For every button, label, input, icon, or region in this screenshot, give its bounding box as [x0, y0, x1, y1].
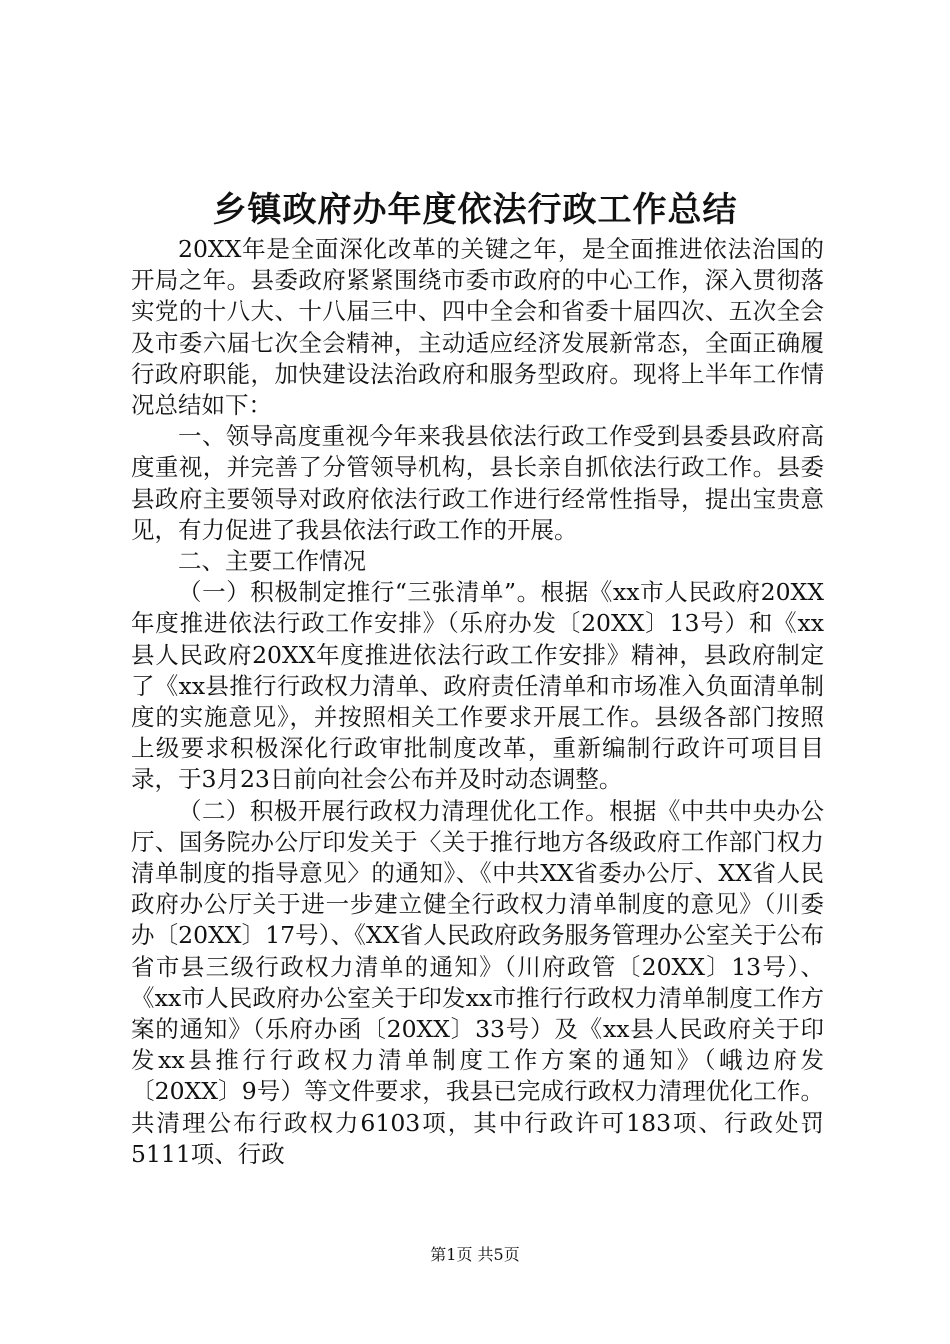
- document-title: 乡镇政府办年度依法行政工作总结: [212, 190, 738, 230]
- paragraph-item-2: （二）积极开展行政权力清理优化工作。根据《中共中央办公厅、国务院办公厅印发关于〈关于推行地方各级政府工作部门权力清单制度的指导意见〉的通知》、《中共XX省委办公厅、XX省人民政府办公厅关于进一步建立健全行政权力清单制度的意见》（川委办〔20XX〕17号）、《XX省人民政府政务服务管理办公室关于公布省市县三级行政权力清单的通知》（川府政管〔20XX〕13号）、《xx市人民政府办公室关于印发xx市推行行政权力清单制度工作方案的通知》（乐府办函〔20XX〕33号）及《xx县人民政府关于印发xx县推行行政权力清单制度工作方案的通知》（峨边府发〔20XX〕9号）等文件要求，我县已完成行政权力清理优化工作。共清理公布行政权力6103项，其中行政许可183项、行政处罚5111项、行政: [131, 796, 824, 1168]
- page-number: 第1页 共5页: [430, 1245, 520, 1264]
- paragraph-section-2-heading: 二、主要工作情况: [178, 547, 366, 576]
- paragraph-section-1: 一、领导高度重视今年来我县依法行政工作受到县委县政府高度重视，并完善了分管领导机构，县长亲自抓依法行政工作。县委县政府主要领导对政府依法行政工作进行经常性指导，提出宝贵意见，有力促进了我县依法行政工作的开展。: [131, 422, 824, 544]
- paragraph-item-1: （一）积极制定推行“三张清单”。根据《xx市人民政府20XX年度推进依法行政工作安排》（乐府办发〔20XX〕13号）和《xx县人民政府20XX年度推进依法行政工作安排》精神，县政府制定了《xx县推行行政权力清单、政府责任清单和市场准入负面清单制度的实施意见》，并按照相关工作要求开展工作。县级各部门按照上级要求积极深化行政审批制度改革，重新编制行政许可项目目录，于3月23日前向社会公布并及时动态调整。: [131, 578, 824, 794]
- document-body: [131, 234, 824, 1170]
- paragraph-intro: 20XX年是全面深化改革的关键之年，是全面推进依法治国的开局之年。县委政府紧紧围绕市委市政府的中心工作，深入贯彻落实党的十八大、十八届三中、四中全会和省委十届四次、五次全会及市委六届七次全会精神，主动适应经济发展新常态，全面正确履行政府职能，加快建设法治政府和服务型政府。现将上半年工作情况总结如下：: [131, 235, 824, 420]
